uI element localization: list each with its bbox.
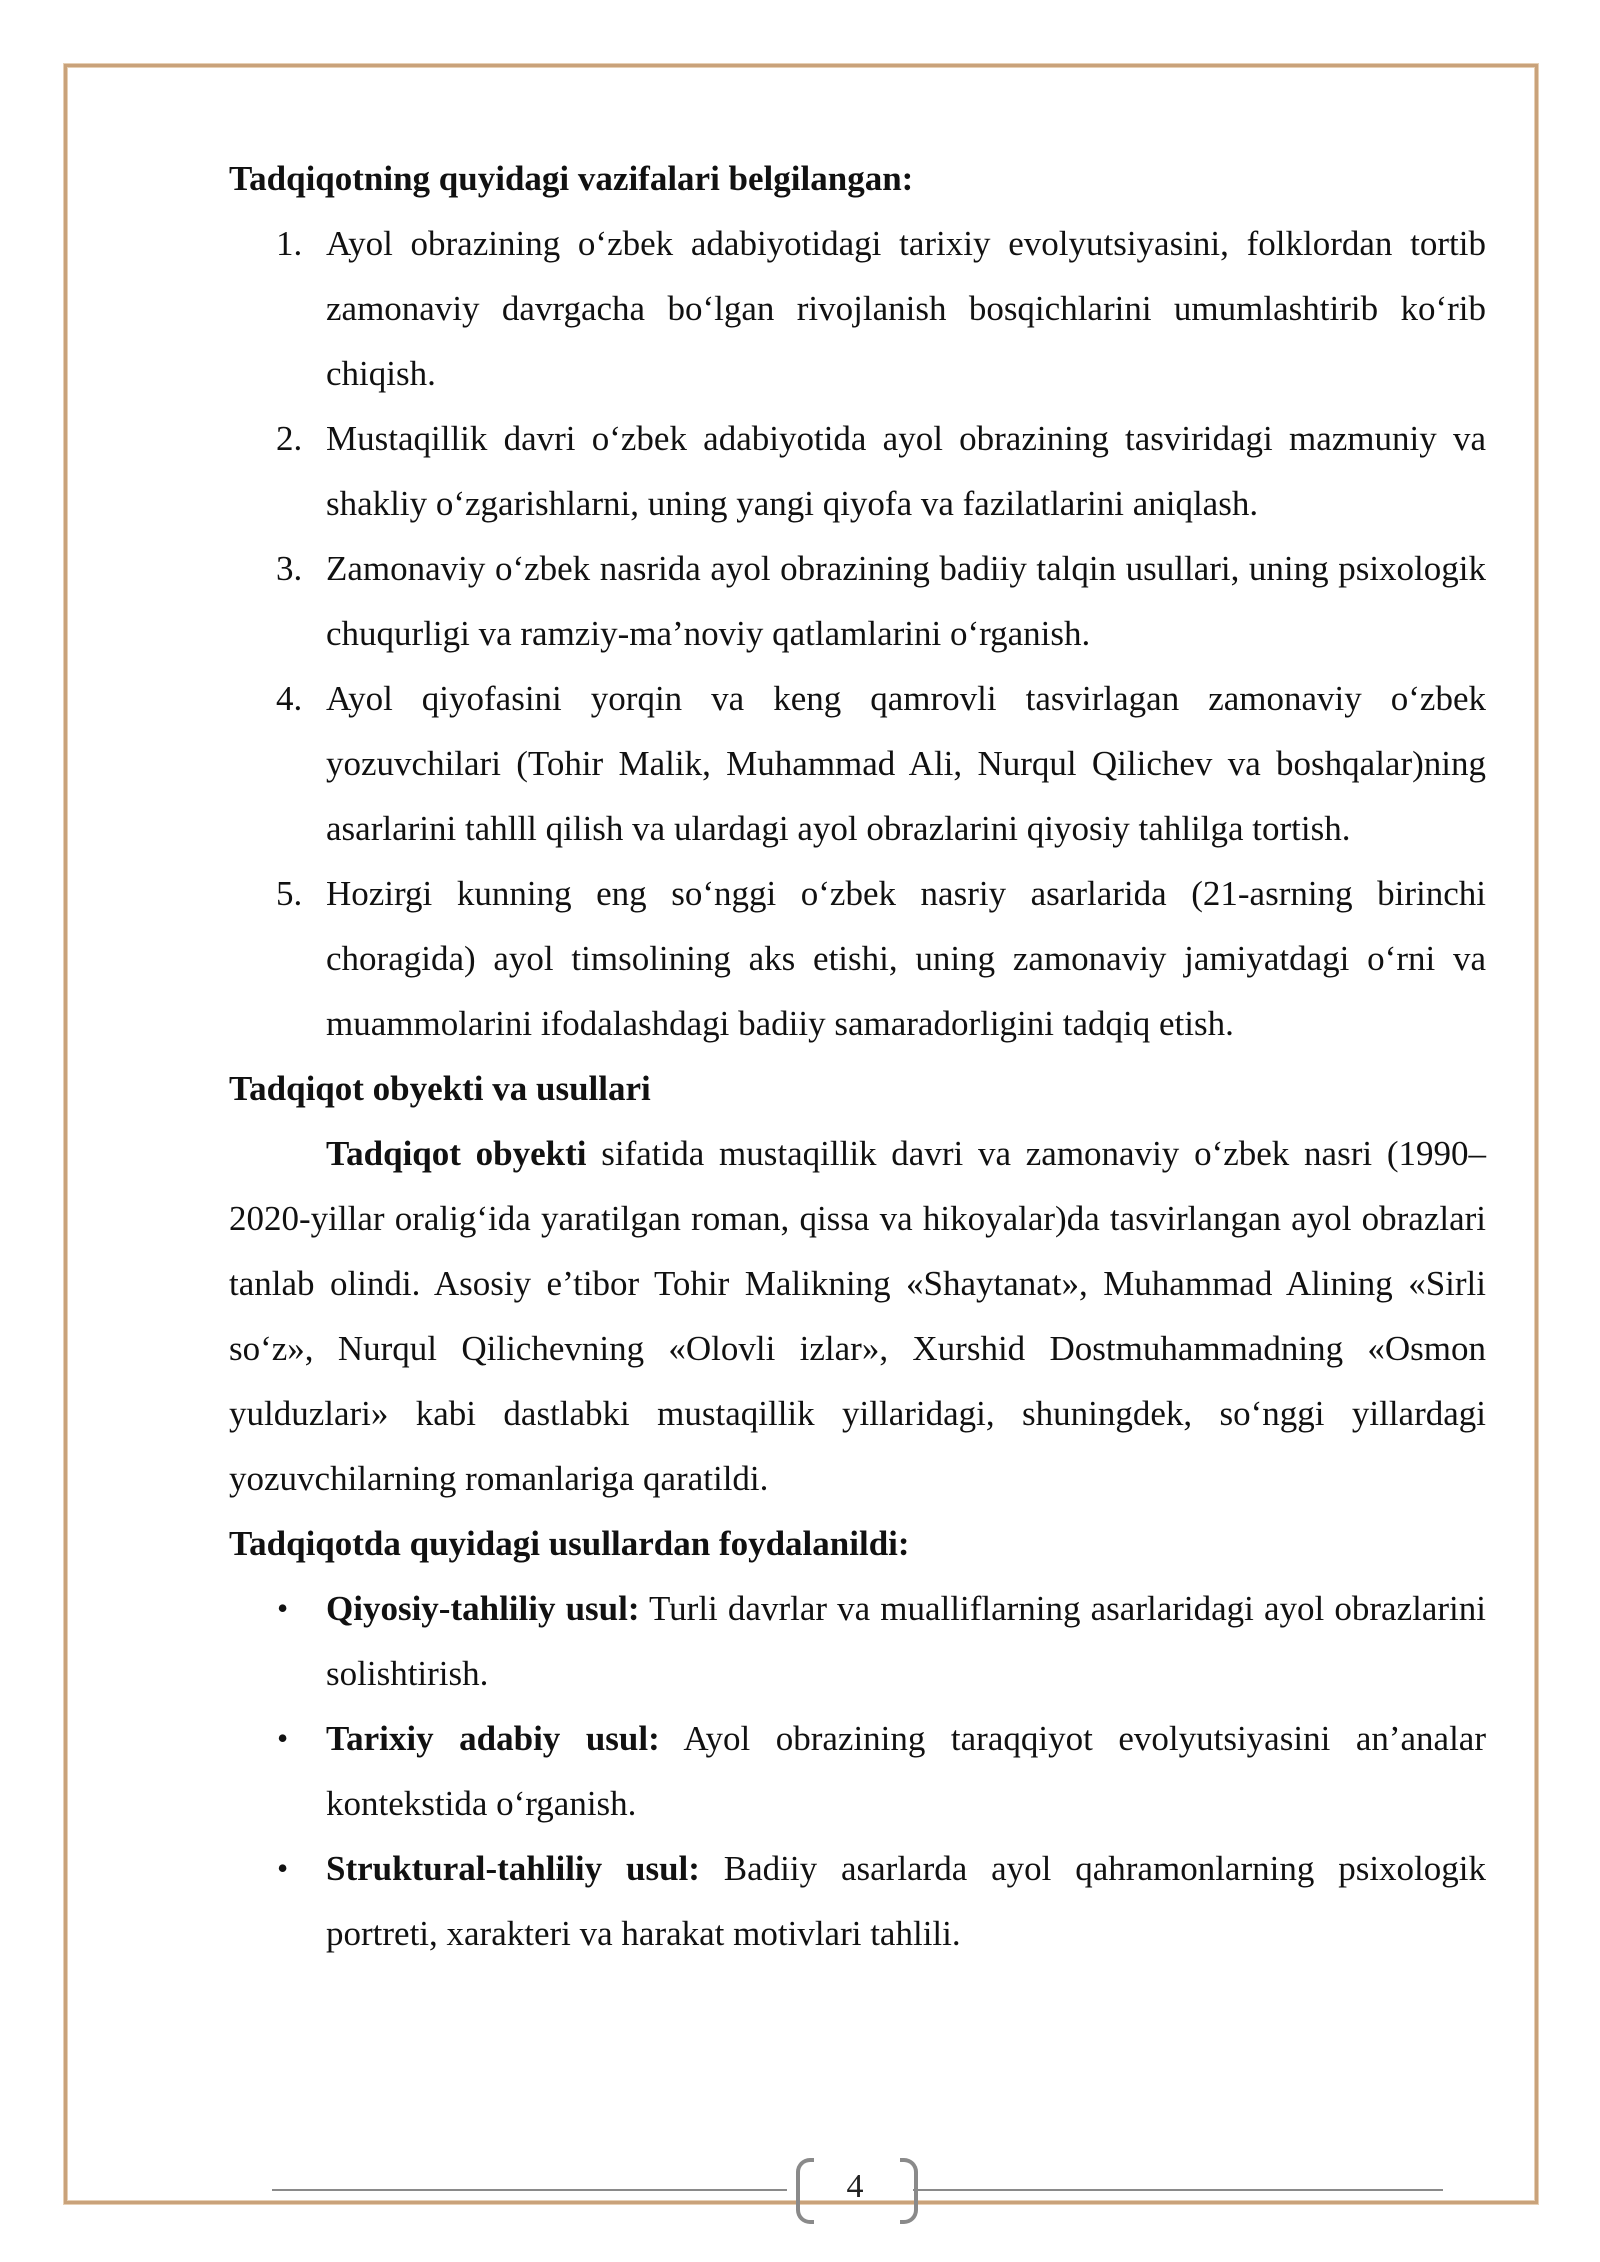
method-text: Badiiy asarlarda ayol qahramonlarning psixologik portreti, xarakteri va harakat motivlari tahlili. xyxy=(326,1849,1486,1953)
object-heading: Tadqiqot obyekti va usullari xyxy=(229,1069,651,1108)
methods-heading: Tadqiqotda quyidagi usullardan foydalanildi: xyxy=(229,1524,910,1563)
list-number: 1. xyxy=(276,224,303,263)
page-content xyxy=(229,146,1486,1966)
list-item-text: Ayol qiyofasini yorqin va keng qamrovli tasvirlagan zamonaviy o‘zbek yozuvchilari (Tohir Malik, Muhammad Ali, Nurqul Qilichev va boshqalar)ning asarlarini tahlll qilish va ulardagi ayol obrazlarini qiyosiy tahlilga tortish. xyxy=(326,679,1486,848)
list-item xyxy=(229,406,1486,536)
list-item xyxy=(229,211,1486,406)
page-number: 4 xyxy=(846,2168,864,2205)
object-lead: Tadqiqot obyekti xyxy=(326,1134,587,1173)
list-number: 2. xyxy=(276,419,303,458)
method-label: Struktural-tahliliy usul: xyxy=(326,1849,700,1888)
list-item-text: Mustaqillik davri o‘zbek adabiyotida ayol obrazining tasviridagi mazmuniy va shakliy o‘zgarishlarni, uning yangi qiyofa va fazilatlarini aniqlash. xyxy=(326,419,1486,523)
footer-divider-right xyxy=(913,2189,1443,2191)
list-item-text: Ayol obrazining o‘zbek adabiyotidagi tarixiy evolyutsiyasini, folklordan tortib zamonaviy davrgacha bo‘lgan rivojlanish bosqichlarini umumlashtirib ko‘rib chiqish. xyxy=(326,224,1486,393)
bullet-icon: • xyxy=(277,1720,289,1756)
list-item xyxy=(229,861,1486,1056)
tasks-list xyxy=(229,211,1486,1056)
method-label: Tarixiy adabiy usul: xyxy=(326,1719,660,1758)
list-item xyxy=(229,1836,1486,1966)
method-text: Turli davrlar va mualliflarning asarlaridagi ayol obrazlarini solishtirish. xyxy=(326,1589,1486,1693)
list-item-text: Zamonaviy o‘zbek nasrida ayol obrazining badiiy talqin usullari, uning psixologik chuqurligi va ramziy-ma’noviy qatlamlarini o‘rganish. xyxy=(326,549,1486,653)
list-number: 4. xyxy=(276,679,303,718)
object-paragraph xyxy=(229,1121,1486,1511)
list-item xyxy=(229,666,1486,861)
list-item xyxy=(229,1706,1486,1836)
list-number: 5. xyxy=(276,874,303,913)
list-number: 3. xyxy=(276,549,303,588)
methods-list xyxy=(229,1576,1486,1966)
list-item xyxy=(229,536,1486,666)
object-text: sifatida mustaqillik davri va zamonaviy o‘zbek nasri (1990–2020-yillar oralig‘ida yaratilgan roman, qissa va hikoyalar)da tasvirlangan ayol obrazlari tanlab olindi. Asosiy e’tibor Tohir Malikning «Shaytanat», Muhammad Alining «Sirli so‘z», Nurqul Qilichevning «Olovli izlar», Xurshid Dostmuhammadning «Osmon yulduzlari» kabi dastlabki mustaqillik yillaridagi, shuningdek, so‘nggi yillardagi yozuvchilarning romanlariga qaratildi. xyxy=(229,1134,1486,1498)
bullet-icon: • xyxy=(277,1590,289,1626)
method-label: Qiyosiy-tahliliy usul: xyxy=(326,1589,640,1628)
method-text: Ayol obrazining taraqqiyot evolyutsiyasini an’analar kontekstida o‘rganish. xyxy=(326,1719,1487,1823)
bullet-icon: • xyxy=(277,1850,289,1886)
tasks-heading: Tadqiqotning quyidagi vazifalari belgilangan: xyxy=(229,159,914,198)
list-item xyxy=(229,1576,1486,1706)
list-item-text: Hozirgi kunning eng so‘nggi o‘zbek nasriy asarlarida (21-asrning birinchi choragida) ayol timsolining aks etishi, uning zamonaviy jamiyatdagi o‘rni va muammolarini ifodalashdagi badiiy samaradorligini tadqiq etish. xyxy=(326,874,1486,1043)
footer-divider-left xyxy=(272,2189,787,2191)
